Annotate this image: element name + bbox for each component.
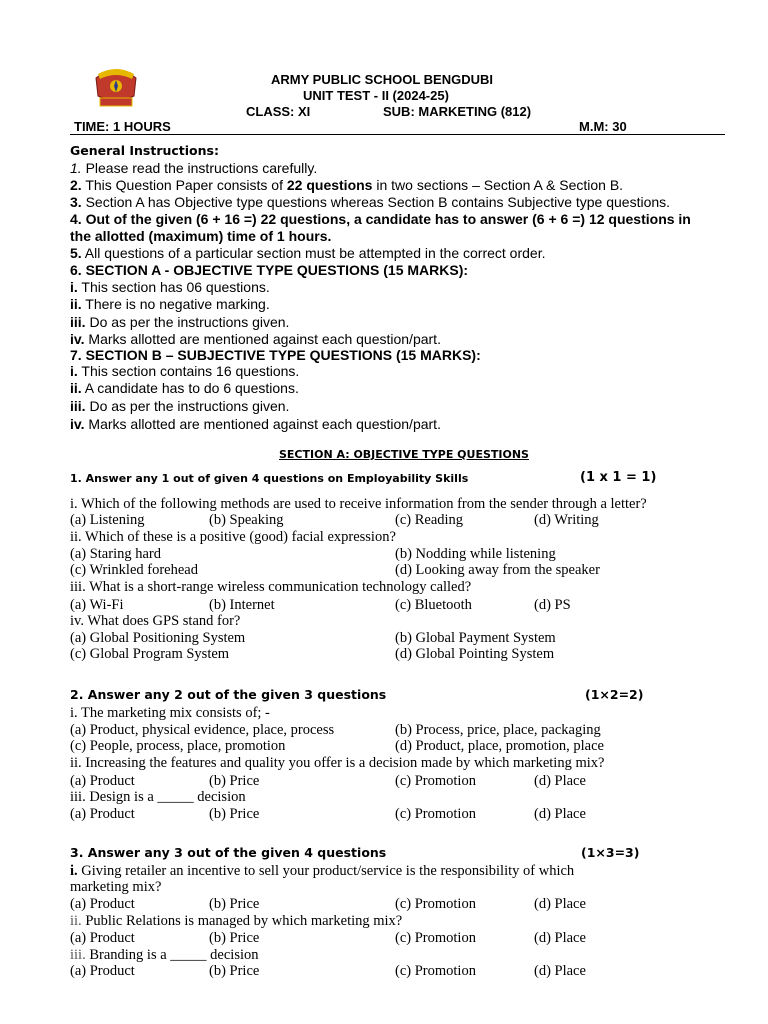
q1-i-opt-d: (d) Writing <box>534 512 599 528</box>
q2-ii-opt-d: (d) Place <box>534 773 586 789</box>
instruction-4-cont: the allotted (maximum) time of 1 hours. <box>70 228 332 244</box>
instructions-title: General Instructions: <box>70 143 219 158</box>
instruction-5: 5. All questions of a particular section must be attempted in the correct order. <box>70 245 546 261</box>
instruction-1: 1. Please read the instructions carefully. <box>70 160 318 176</box>
q1-ii-opt-b: (b) Nodding while listening <box>395 546 556 562</box>
q3-i-opt-d: (d) Place <box>534 896 586 912</box>
school-logo <box>92 64 140 108</box>
q2-ii-opt-b: (b) Price <box>209 773 260 789</box>
q1-marks: (1 x 1 = 1) <box>580 470 657 485</box>
q2-iii-opt-a: (a) Product <box>70 806 135 822</box>
q3-iii-opt-d: (d) Place <box>534 963 586 979</box>
q2-ii-opt-c: (c) Promotion <box>395 773 476 789</box>
q2-heading: 2. Answer any 2 out of the given 3 questions <box>70 687 387 702</box>
instruction-6-iii: iii. Do as per the instructions given. <box>70 314 290 330</box>
q1-i-opt-a: (a) Listening <box>70 512 145 528</box>
q1-iii-text: iii. What is a short-range wireless communication technology called? <box>70 579 472 595</box>
q1-ii-opt-c: (c) Wrinkled forehead <box>70 562 198 578</box>
q3-iii-text: iii. Branding is a _____ decision <box>70 947 259 963</box>
q3-marks: (1×3=3) <box>581 845 640 860</box>
q1-i-text: i. Which of the following methods are used to receive information from the sender through a letter? <box>70 496 647 512</box>
q1-iv-opt-a: (a) Global Positioning System <box>70 630 246 646</box>
q3-ii-opt-b: (b) Price <box>209 930 260 946</box>
q1-iv-opt-d: (d) Global Pointing System <box>395 646 555 662</box>
q1-i-opt-c: (c) Reading <box>395 512 464 528</box>
q3-iii-opt-a: (a) Product <box>70 963 135 979</box>
school-name: ARMY PUBLIC SCHOOL BENGDUBI <box>271 72 493 87</box>
q3-i-opt-a: (a) Product <box>70 896 135 912</box>
q2-i-opt-b: (b) Process, price, place, packaging <box>395 722 601 738</box>
q1-ii-opt-d: (d) Looking away from the speaker <box>395 562 600 578</box>
q3-i-opt-b: (b) Price <box>209 896 260 912</box>
q3-i-opt-c: (c) Promotion <box>395 896 476 912</box>
q2-iii-opt-c: (c) Promotion <box>395 806 476 822</box>
q1-ii-opt-a: (a) Staring hard <box>70 546 161 562</box>
q1-iv-opt-b: (b) Global Payment System <box>395 630 556 646</box>
q2-iii-opt-d: (d) Place <box>534 806 586 822</box>
instruction-6-i: i. This section has 06 questions. <box>70 279 270 295</box>
q3-ii-opt-d: (d) Place <box>534 930 586 946</box>
header-divider <box>70 134 725 135</box>
q3-i-text-cont: marketing mix? <box>70 879 162 895</box>
max-marks: M.M: 30 <box>579 119 627 134</box>
q2-i-opt-a: (a) Product, physical evidence, place, process <box>70 722 335 738</box>
q1-iv-text: iv. What does GPS stand for? <box>70 613 241 629</box>
q1-iii-opt-d: (d) PS <box>534 597 571 613</box>
q1-iii-opt-b: (b) Internet <box>209 597 275 613</box>
q2-ii-text: ii. Increasing the features and quality you offer is a decision made by which marketing mix? <box>70 755 605 771</box>
section-a-title: SECTION A: OBJECTIVE TYPE QUESTIONS <box>279 448 529 461</box>
instruction-7-i: i. This section contains 16 questions. <box>70 363 300 379</box>
q2-marks: (1×2=2) <box>585 687 644 702</box>
time-label: TIME: 1 HOURS <box>74 119 171 134</box>
q3-ii-opt-c: (c) Promotion <box>395 930 476 946</box>
q1-ii-text: ii. Which of these is a positive (good) facial expression? <box>70 529 396 545</box>
q3-heading: 3. Answer any 3 out of the given 4 questions <box>70 845 387 860</box>
instruction-7-iii: iii. Do as per the instructions given. <box>70 398 290 414</box>
q2-i-opt-c: (c) People, process, place, promotion <box>70 738 286 754</box>
q2-i-opt-d: (d) Product, place, promotion, place <box>395 738 604 754</box>
instruction-4: 4. Out of the given (6 + 16 =) 22 questions, a candidate has to answer (6 + 6 =) 12 questions in <box>70 211 691 227</box>
test-title: UNIT TEST - II (2024-25) <box>303 88 449 103</box>
instruction-2: 2. This Question Paper consists of 22 questions in two sections – Section A & Section B. <box>70 177 624 193</box>
q1-iii-opt-c: (c) Bluetooth <box>395 597 472 613</box>
q3-ii-text: ii. Public Relations is managed by which marketing mix? <box>70 913 403 929</box>
q2-i-text: i. The marketing mix consists of; - <box>70 705 270 721</box>
q2-ii-opt-a: (a) Product <box>70 773 135 789</box>
instruction-7-iv: iv. Marks allotted are mentioned against each question/part. <box>70 416 441 432</box>
q3-iii-opt-c: (c) Promotion <box>395 963 476 979</box>
instruction-6: 6. SECTION A - OBJECTIVE TYPE QUESTIONS (15 MARKS): <box>70 262 469 278</box>
q1-heading: 1. Answer any 1 out of given 4 questions on Employability Skills <box>70 472 469 485</box>
class-label: CLASS: XI <box>246 104 311 119</box>
q3-i-text: i. Giving retailer an incentive to sell your product/service is the responsibility of which <box>70 863 575 879</box>
instruction-7: 7. SECTION B – SUBJECTIVE TYPE QUESTIONS (15 MARKS): <box>70 347 481 363</box>
q3-iii-opt-b: (b) Price <box>209 963 260 979</box>
subject-label: SUB: MARKETING (812) <box>383 104 532 119</box>
instruction-7-ii: ii. A candidate has to do 6 questions. <box>70 380 299 396</box>
q1-i-opt-b: (b) Speaking <box>209 512 284 528</box>
instruction-6-ii: ii. There is no negative marking. <box>70 296 270 312</box>
instruction-3: 3. Section A has Objective type questions whereas Section B contains Subjective type questions. <box>70 194 671 210</box>
q3-ii-opt-a: (a) Product <box>70 930 135 946</box>
q2-iii-opt-b: (b) Price <box>209 806 260 822</box>
instruction-6-iv: iv. Marks allotted are mentioned against each question/part. <box>70 331 441 347</box>
q1-iv-opt-c: (c) Global Program System <box>70 646 230 662</box>
q1-iii-opt-a: (a) Wi-Fi <box>70 597 124 613</box>
q2-iii-text: iii. Design is a _____ decision <box>70 789 246 805</box>
